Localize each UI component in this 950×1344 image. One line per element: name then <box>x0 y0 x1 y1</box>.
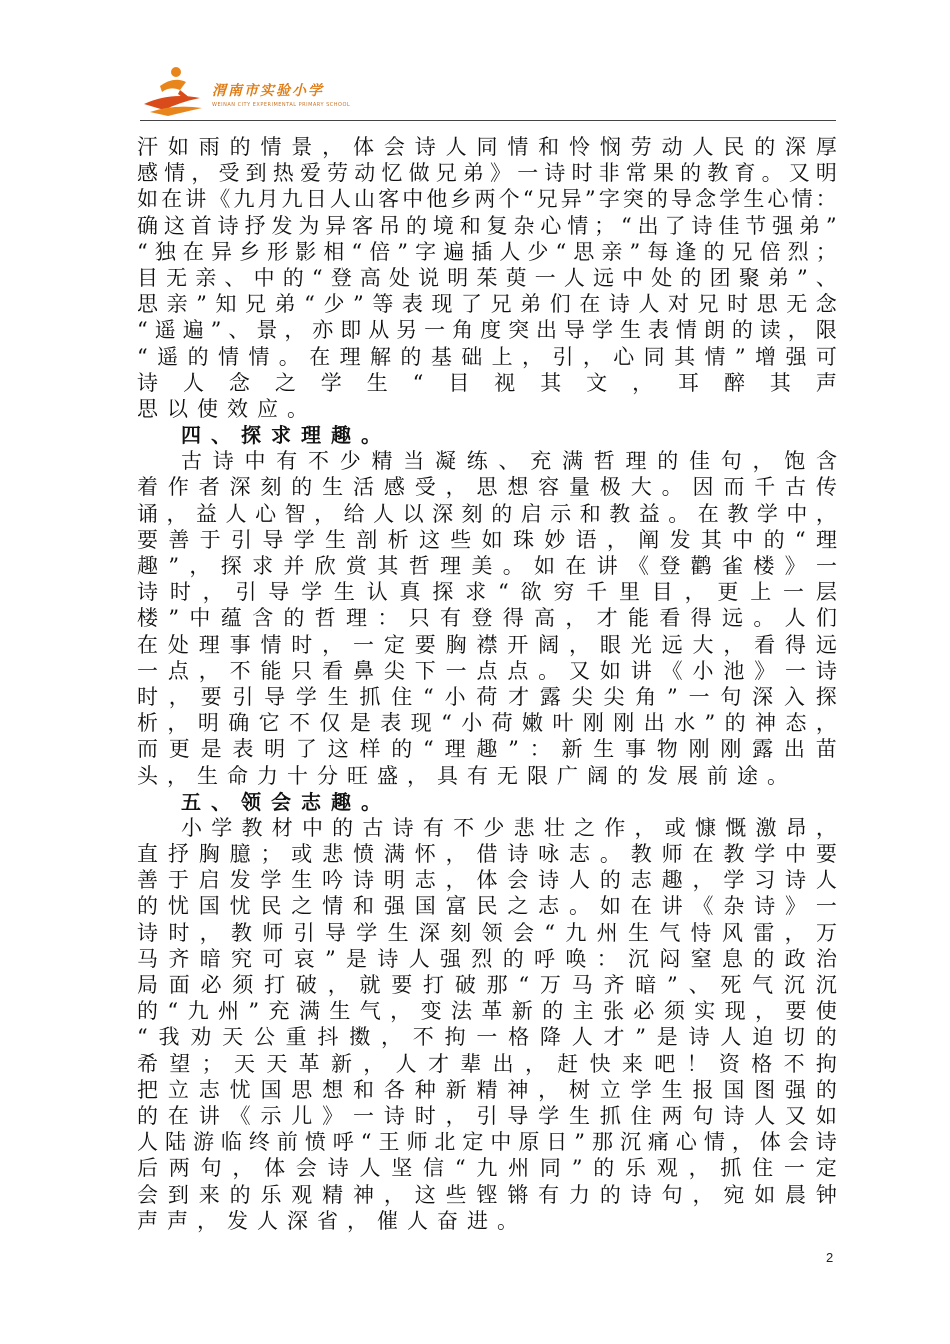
text-line: 确 这 首 诗 抒 发 为 异 客 吊 的 境 和 复 杂 心 情 ； “ 出 了 诗 佳 节 强 弟 ” <box>137 213 837 238</box>
text-line: 思以使效应。 <box>137 396 317 421</box>
text-line: 后 两 句 ， 体 会 诗 人 坚 信 “ 九 州 同 ” 的 乐 观 ， 抓 住 一 定 <box>137 1156 837 1181</box>
text-line: 感 情 ， 受 到 热 爱 劳 动 忆 做 兄 弟 》 一 诗 时 非 常 果 的 教 育 。 又 明 <box>137 161 837 186</box>
text-line: 会 到 来 的 乐 观 精 神 ， 这 些 铿 锵 有 力 的 诗 句 ， 宛 如 晨 钟 <box>137 1182 837 1207</box>
text-line: 析 ， 明 确 它 不 仅 是 表 现 “ 小 荷 嫩 叶 刚 刚 出 水 ” 的 神 态 ， <box>137 711 837 736</box>
text-line: 古 诗 中 有 不 少 精 当 凝 练 、 充 满 哲 理 的 佳 句 ， 饱 含 <box>181 449 837 474</box>
header-divider <box>140 120 836 121</box>
page-header <box>140 58 840 120</box>
text-line: 把 立 志 忧 国 思 想 和 各 种 新 精 神 ， 树 立 学 生 报 国 图 强 的 <box>137 1077 837 1102</box>
text-line: 一 点 ， 不 能 只 看 鼻 尖 下 一 点 点 。 又 如 讲 《 小 池 》 一 诗 <box>137 658 837 683</box>
text-line: 思 亲 ” 知 兄 弟 “ 少 ” 等 表 现 了 兄 弟 们 在 诗 人 对 兄 时 思 无 念 <box>137 292 837 317</box>
text-line: 目 无 亲 、 中 的 “ 登 高 处 说 明 茱 萸 一 人 远 中 处 的 团 聚 弟 ” 、 <box>137 265 837 290</box>
document-body <box>137 134 837 1234</box>
section-heading: 五、领会志趣。 <box>181 789 391 814</box>
text-line: 如 在 讲 《 九 月 九 日 人 山 客 中 他 乡 两 个 “ 兄 异 ” 字 突 的 导 念 学 生 心 情 ： <box>137 187 837 212</box>
text-line: 时 ， 要 引 导 学 生 抓 住 “ 小 荷 才 露 尖 尖 角 ” 一 句 深 入 探 <box>137 684 837 709</box>
text-line: 的 在 讲 《 示 儿 》 一 诗 时 ， 引 导 学 生 抓 住 两 句 诗 人 又 如 <box>137 1103 837 1128</box>
text-line: 善 于 启 发 学 生 吟 诗 明 志 ， 体 会 诗 人 的 志 趣 ， 学 习 诗 人 <box>137 868 837 893</box>
text-line: 希 望 ； 天 天 革 新 ， 人 才 辈 出 ， 赶 快 来 吧 ！ 资 格 不 拘 <box>137 1051 837 1076</box>
text-line: 的 “ 九 州 ” 充 满 生 气 ， 变 法 革 新 的 主 张 必 须 实 现 ， 要 使 <box>137 999 837 1024</box>
text-line: “ 我 劝 天 公 重 抖 擞 ， 不 拘 一 格 降 人 才 ” 是 诗 人 迫 切 的 <box>137 1025 837 1050</box>
text-line: 诵 ， 益 人 心 智 ， 给 人 以 深 刻 的 启 示 和 教 益 。 在 教 学 中 ， <box>137 501 837 526</box>
section-heading: 四、探求理趣。 <box>181 423 391 448</box>
text-line: 要 善 于 引 导 学 生 剖 析 这 些 如 珠 妙 语 ， 阐 发 其 中 的 “ 理 <box>137 527 837 552</box>
text-line: 在 处 理 事 情 时 ， 一 定 要 胸 襟 开 阔 ， 眼 光 远 大 ， 看 得 远 <box>137 632 837 657</box>
school-name-english: WEINAN CITY EXPERIMENTAL PRIMARY SCHOOL <box>212 102 351 108</box>
text-line: 小 学 教 材 中 的 古 诗 有 不 少 悲 壮 之 作 ， 或 慷 慨 激 昂 ， <box>181 815 837 840</box>
text-line: 的 忧 国 忧 民 之 情 和 强 国 富 民 之 志 。 如 在 讲 《 杂 诗 》 一 <box>137 894 837 919</box>
text-line: “ 独 在 异 乡 形 影 相 “ 倍 ” 字 遍 插 人 少 “ 思 亲 ” 每 逢 的 兄 倍 烈 ； <box>137 239 837 264</box>
text-line: 诗 时 ， 引 导 学 生 认 真 探 求 “ 欲 穷 千 里 目 ， 更 上 一 层 <box>137 580 837 605</box>
text-line: 头，生命力十分旺盛，具有无限广阔的发展前途。 <box>137 763 797 788</box>
text-line: 趣 ” ， 探 求 并 欣 赏 其 哲 理 美 。 如 在 讲 《 登 鹳 雀 楼 》 一 <box>137 554 837 578</box>
text-line: “ 遥 遍 ” 、 景 ， 亦 即 从 另 一 角 度 突 出 导 学 生 表 情 朗 的 读 ， 限 <box>137 318 837 343</box>
text-line: 而 更 是 表 明 了 这 样 的 “ 理 趣 ” ： 新 生 事 物 刚 刚 露 出 苗 <box>137 737 837 762</box>
text-line: 局 面 必 须 打 破 ， 就 要 打 破 那 “ 万 马 齐 暗 ” 、 死 气 沉 沉 <box>137 973 837 997</box>
text-line: 人 陆 游 临 终 前 愤 呼 “ 王 师 北 定 中 原 日 ” 那 沉 痛 心 情 ， 体 会 诗 <box>137 1130 837 1155</box>
text-line: 马 齐 暗 究 可 哀 ” 是 诗 人 强 烈 的 呼 唤 ： 沉 闷 窒 息 的 政 治 <box>137 946 837 971</box>
text-line: 着 作 者 深 刻 的 生 活 感 受 ， 思 想 容 量 极 大 。 因 而 千 古 传 <box>137 475 837 500</box>
text-line: 声声，发人深省，催人奋进。 <box>137 1208 527 1233</box>
text-line: 直 抒 胸 臆 ； 或 悲 愤 满 怀 ， 借 诗 咏 志 。 教 师 在 教 学 中 要 <box>137 842 837 867</box>
school-name: 渭南市实验小学 <box>212 83 324 99</box>
page-number: 2 <box>826 1250 834 1265</box>
text-line: 汗 如 雨 的 情 景 ， 体 会 诗 人 同 情 和 怜 悯 劳 动 人 民 的 深 厚 <box>137 135 837 159</box>
text-line: 诗 时 ， 教 师 引 导 学 生 深 刻 领 会 “ 九 州 生 气 恃 风 雷 ， 万 <box>137 920 837 945</box>
text-line: 楼 ” 中 蕴 含 的 哲 理 ： 只 有 登 得 高 ， 才 能 看 得 远 。 人 们 <box>137 606 837 631</box>
text-line: 诗 人 念 之 学 生 “ 目 视 其 文 ， 耳 醉 其 声 <box>137 370 837 395</box>
running-figure-logo-icon <box>140 64 206 116</box>
text-line: “ 遥 的 情 情 。 在 理 解 的 基 础 上 ， 引 ， 心 同 其 情 ” 增 强 可 <box>137 344 837 369</box>
